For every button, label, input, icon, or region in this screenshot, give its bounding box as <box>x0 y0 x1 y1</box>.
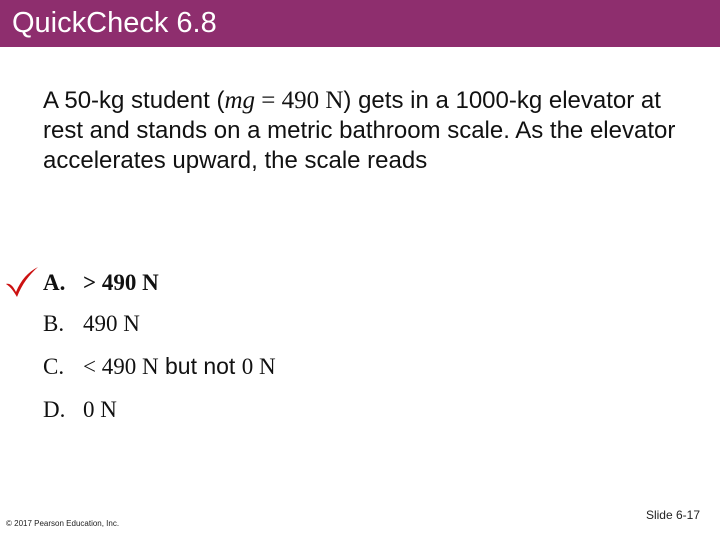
choice-letter: B. <box>43 311 65 336</box>
choice-text: 490 N <box>83 311 140 336</box>
slide-number: Slide 6-17 <box>645 508 700 522</box>
formula-value: = 490 N <box>255 87 344 114</box>
choice-text-value: < 490 N <box>83 354 159 379</box>
choice-a[interactable] <box>43 266 159 298</box>
choice-letter: D. <box>43 397 66 422</box>
choice-text: 0 N <box>83 397 117 422</box>
choice-letter: C. <box>43 354 65 379</box>
question-body: ) gets in a 1000-kg elevator at rest and stands on a metric bathroom scale. As the elevator accelerates upward, the scale reads <box>43 87 676 174</box>
choice-text-value-2: 0 N <box>241 354 276 379</box>
slide-title: QuickCheck 6.8 <box>12 7 217 39</box>
choice-text: > 490 N <box>83 270 159 295</box>
question-text <box>43 86 683 176</box>
formula-variable: mg <box>224 87 256 114</box>
choice-letter: A. <box>43 270 66 295</box>
checkmark-icon <box>4 266 40 298</box>
question-intro: A 50-kg student ( <box>43 87 225 114</box>
choice-d[interactable] <box>43 393 117 425</box>
choice-c[interactable] <box>43 350 276 382</box>
choice-b[interactable] <box>43 307 140 339</box>
title-bar <box>0 0 720 47</box>
choice-text-connector: but not <box>158 353 242 379</box>
copyright-notice: © 2017 Pearson Education, Inc. <box>6 519 120 528</box>
